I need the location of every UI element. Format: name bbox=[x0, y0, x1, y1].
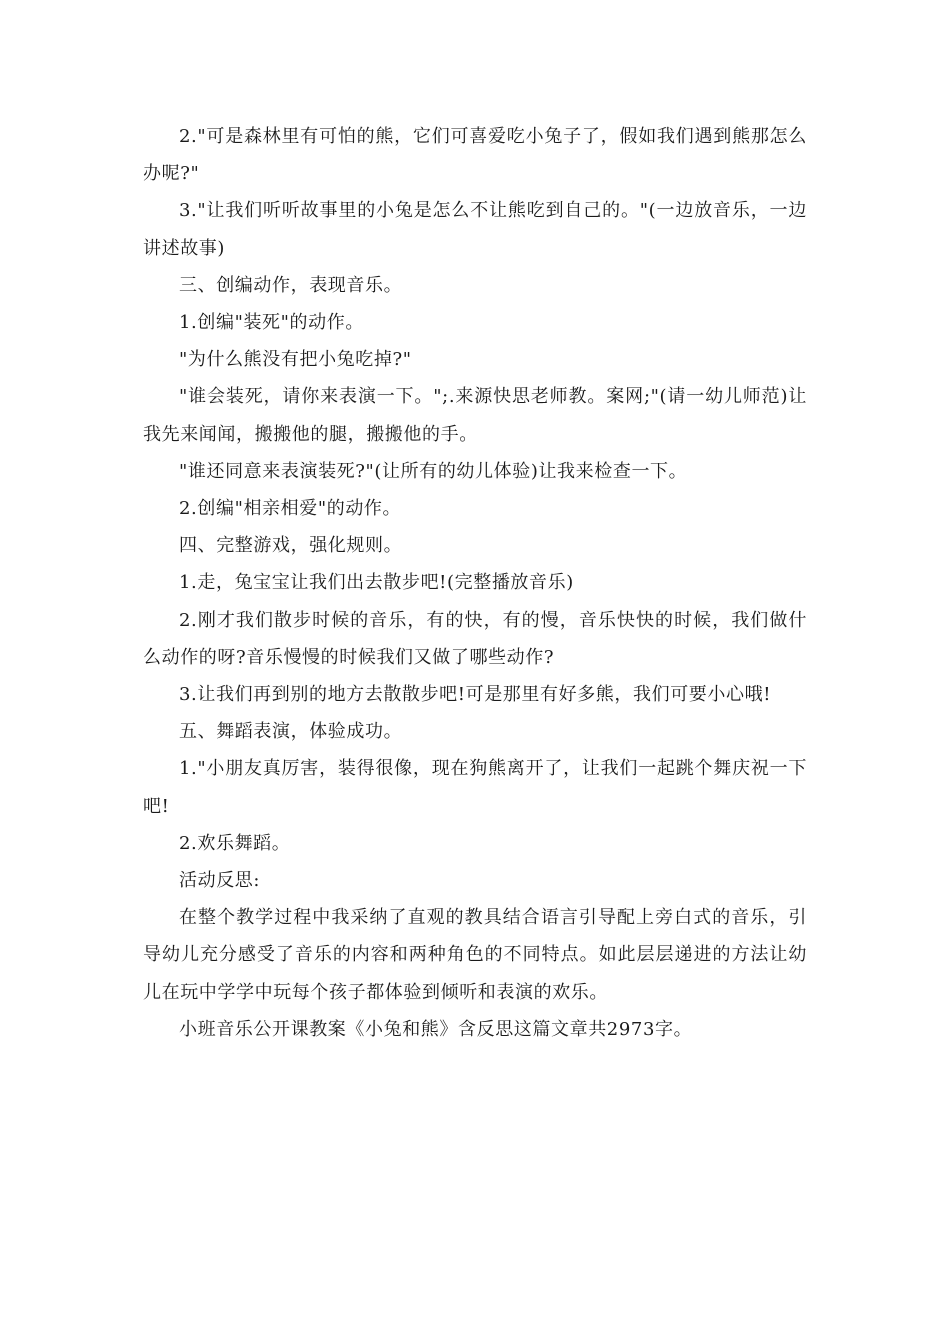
section-heading-3: 三、创编动作，表现音乐。 bbox=[179, 274, 403, 296]
paragraph-step-2-question: 2."可是森林里有可怕的熊，它们可喜爱吃小兔子了，假如我们遇到熊那怎么办呢?" bbox=[143, 126, 807, 185]
paragraph-celebrate: 1."小朋友真厉害，装得很像，现在狗熊离开了，让我们一起跳个舞庆祝一下吧! bbox=[143, 758, 807, 817]
paragraph-dance: 2.欢乐舞蹈。 bbox=[179, 832, 291, 854]
paragraph-step-3-story: 3."让我们听听故事里的小兔是怎么不让熊吃到自己的。"(一边放音乐，一边讲述故事) bbox=[143, 200, 807, 259]
paragraph-music-speed: 2.刚才我们散步时候的音乐，有的快，有的慢，音乐快快的时候，我们做什么动作的呀?音乐慢慢的时候我们又做了哪些动作? bbox=[143, 609, 807, 668]
paragraph-create-play-dead: 1.创编"装死"的动作。 bbox=[179, 312, 364, 334]
section-heading-4: 四、完整游戏，强化规则。 bbox=[179, 535, 403, 557]
paragraph-who-can-play-dead: "谁会装死，请你来表演一下。";.来源快思老师教。案网;"(请一幼儿师范)让我先来闻闻，搬搬他的腿，搬搬他的手。 bbox=[143, 386, 807, 445]
paragraph-walk: 1.走，兔宝宝让我们出去散步吧!(完整播放音乐) bbox=[179, 572, 574, 594]
paragraph-article-footer: 小班音乐公开课教案《小兔和熊》含反思这篇文章共2973字。 bbox=[179, 1018, 693, 1040]
paragraph-why-question: "为什么熊没有把小兔吃掉?" bbox=[179, 349, 412, 371]
section-heading-5: 五、舞蹈表演，体验成功。 bbox=[179, 721, 403, 743]
reflection-heading: 活动反思: bbox=[179, 870, 261, 892]
paragraph-create-love: 2.创编"相亲相爱"的动作。 bbox=[179, 498, 402, 520]
paragraph-reflection: 在整个教学过程中我采纳了直观的教具结合语言引导配上旁白式的音乐，引导幼儿充分感受了音乐的内容和两种角色的不同特点。如此层层递进的方法让幼儿在玩中学学中玩每个孩子都体验到倾听和表演的欢乐。 bbox=[143, 907, 807, 1003]
document-body bbox=[143, 118, 807, 1048]
paragraph-walk-again: 3.让我们再到别的地方去散散步吧!可是那里有好多熊，我们可要小心哦! bbox=[179, 684, 772, 706]
paragraph-who-else: "谁还同意来表演装死?"(让所有的幼儿体验)让我来检查一下。 bbox=[179, 460, 688, 482]
